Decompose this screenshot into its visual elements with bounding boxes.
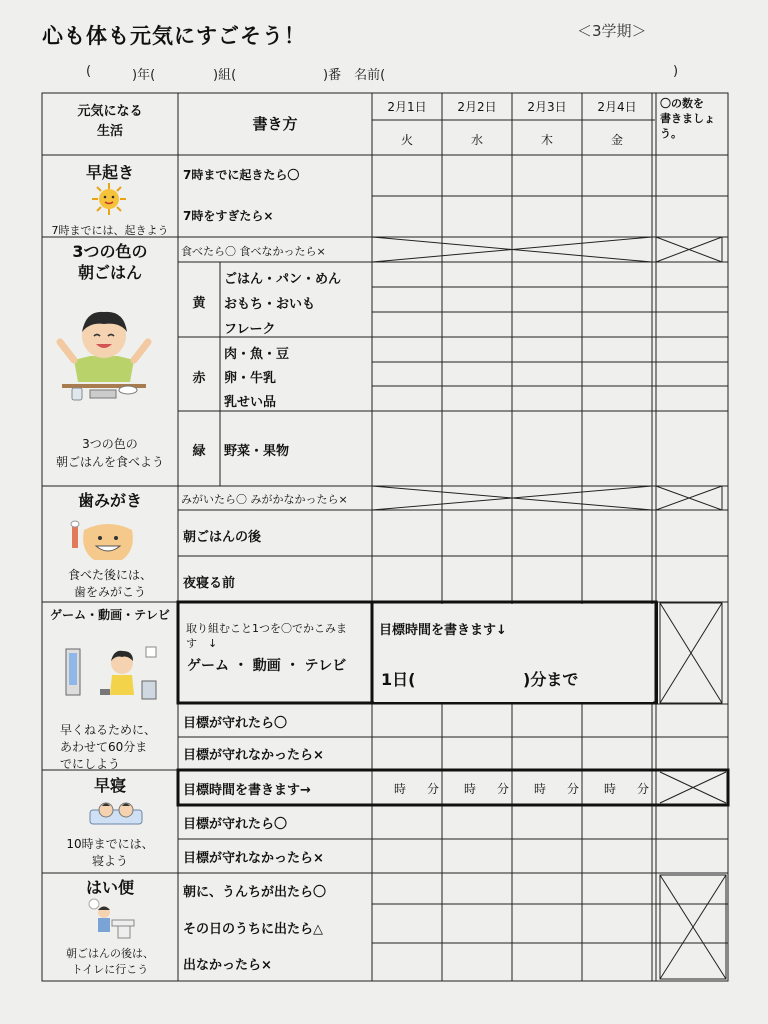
brushing-after-breakfast: 朝ごはんの後 bbox=[183, 530, 262, 545]
red-item-2: 卵・牛乳 bbox=[224, 371, 277, 386]
day4-hour: 時 bbox=[604, 782, 617, 796]
section-brushing: 歯みがき bbox=[77, 491, 142, 510]
child-gaming-illustration bbox=[60, 645, 160, 705]
day4-minute: 分 bbox=[637, 782, 650, 796]
section-screen-time: ゲーム・動画・テレビ bbox=[50, 608, 170, 622]
header-date-3: 2月3日 bbox=[527, 100, 567, 114]
page-title: 心も体も元気にすごそう！ bbox=[42, 24, 306, 48]
day3-hour: 時 bbox=[534, 782, 547, 796]
bowel-morning: 朝に、うんちが出たら〇 bbox=[183, 885, 327, 900]
early-rule-ok: 7時までに起きたら〇 bbox=[183, 168, 300, 182]
day1-hour: 時 bbox=[394, 782, 407, 796]
screen-time-minutes-input[interactable] bbox=[428, 664, 518, 688]
bowel-none: 出なかったら× bbox=[183, 958, 272, 973]
early-rule-ng: 7時をすぎたら× bbox=[183, 209, 274, 223]
day2-hour: 時 bbox=[464, 782, 477, 796]
breakfast-rule: 食べたら〇 食べなかったら× bbox=[181, 245, 326, 258]
screen-time-options[interactable]: ゲーム ・ 動画 ・ テレビ bbox=[187, 658, 347, 674]
screen-time-caption: 早くねるために、 あわせて60分ま でにしよう bbox=[60, 723, 157, 771]
bowel-same-day: その日のうちに出たら△ bbox=[183, 922, 323, 937]
day3-minute: 分 bbox=[567, 782, 580, 796]
green-item-1: 野菜・果物 bbox=[224, 444, 290, 459]
screen-time-hint: 取り組むこと1つを〇でかこみま す ↓ bbox=[186, 622, 347, 650]
screen-time-target-close: )分まで bbox=[523, 670, 579, 689]
yellow-item-2: おもち・おいも bbox=[224, 297, 316, 312]
screen-time-kept: 目標が守れたら〇 bbox=[183, 716, 288, 731]
bowel-caption: 朝ごはんの後は、 トイレに行こう bbox=[66, 947, 154, 976]
day2-minute: 分 bbox=[497, 782, 510, 796]
number-name-label: )番 名前( bbox=[323, 68, 386, 83]
header-weekday-1: 火 bbox=[400, 133, 413, 147]
day1-minute: 分 bbox=[427, 782, 440, 796]
header-how-to-write: 書き方 bbox=[252, 115, 298, 133]
screen-time-target-label: 目標時間を書きます↓ bbox=[379, 623, 507, 638]
header-date-4: 2月4日 bbox=[597, 100, 637, 114]
class-label: )組( bbox=[213, 68, 237, 83]
toilet-illustration bbox=[82, 898, 138, 942]
boy-eating-illustration bbox=[52, 302, 156, 406]
bedtime-kept: 目標が守れたら〇 bbox=[183, 817, 288, 832]
header-weekday-3: 木 bbox=[540, 133, 553, 147]
header-weekday-4: 金 bbox=[610, 133, 623, 147]
brushing-rule: みがいたら〇 みがかなかったら× bbox=[181, 493, 348, 506]
sun-icon bbox=[88, 182, 130, 216]
header-date-2: 2月2日 bbox=[457, 100, 497, 114]
yellow-label: 黄 bbox=[192, 296, 206, 311]
early-bed-caption: 10時までには、 寝よう bbox=[66, 837, 154, 868]
brushing-before-bed: 夜寝る前 bbox=[183, 576, 236, 591]
red-item-1: 肉・魚・豆 bbox=[224, 347, 290, 362]
header-category: 元気になる 生活 bbox=[77, 104, 143, 139]
section-breakfast: 3つの色の 朝ごはん bbox=[72, 242, 148, 282]
bedtime-target-label: 目標時間を書きます→ bbox=[183, 783, 311, 798]
sleeping-illustration bbox=[88, 798, 144, 828]
section-bowel: はい便 bbox=[85, 878, 134, 897]
bedtime-not-kept: 目標が守れなかったら× bbox=[183, 851, 324, 866]
screen-time-target-open: 1日( bbox=[381, 670, 416, 689]
yellow-item-3: フレーク bbox=[224, 322, 276, 337]
term-label: ＜3学期＞ bbox=[577, 22, 647, 40]
early-caption: 7時までには、起きよう bbox=[51, 224, 169, 237]
name-end: ) bbox=[673, 64, 679, 79]
breakfast-caption: 3つの色の 朝ごはんを食べよう bbox=[55, 437, 164, 469]
yellow-item-1: ごはん・パン・めん bbox=[224, 272, 342, 287]
tooth-illustration bbox=[70, 520, 140, 564]
red-label: 赤 bbox=[192, 371, 206, 386]
year-open: ( bbox=[86, 64, 92, 79]
section-early-bed: 早寝 bbox=[93, 776, 126, 795]
section-early-rising: 早起き bbox=[85, 163, 134, 182]
header-date-1: 2月1日 bbox=[387, 100, 427, 114]
header-count: 〇の数を 書きましょ う。 bbox=[660, 97, 715, 140]
green-label: 緑 bbox=[192, 444, 206, 459]
brushing-caption: 食べた後には、 歯をみがこう bbox=[67, 568, 152, 599]
red-item-3: 乳せい品 bbox=[224, 395, 277, 410]
year-label: )年( bbox=[132, 68, 156, 83]
screen-time-not-kept: 目標が守れなかったら× bbox=[183, 748, 324, 763]
header-weekday-2: 水 bbox=[470, 133, 483, 147]
